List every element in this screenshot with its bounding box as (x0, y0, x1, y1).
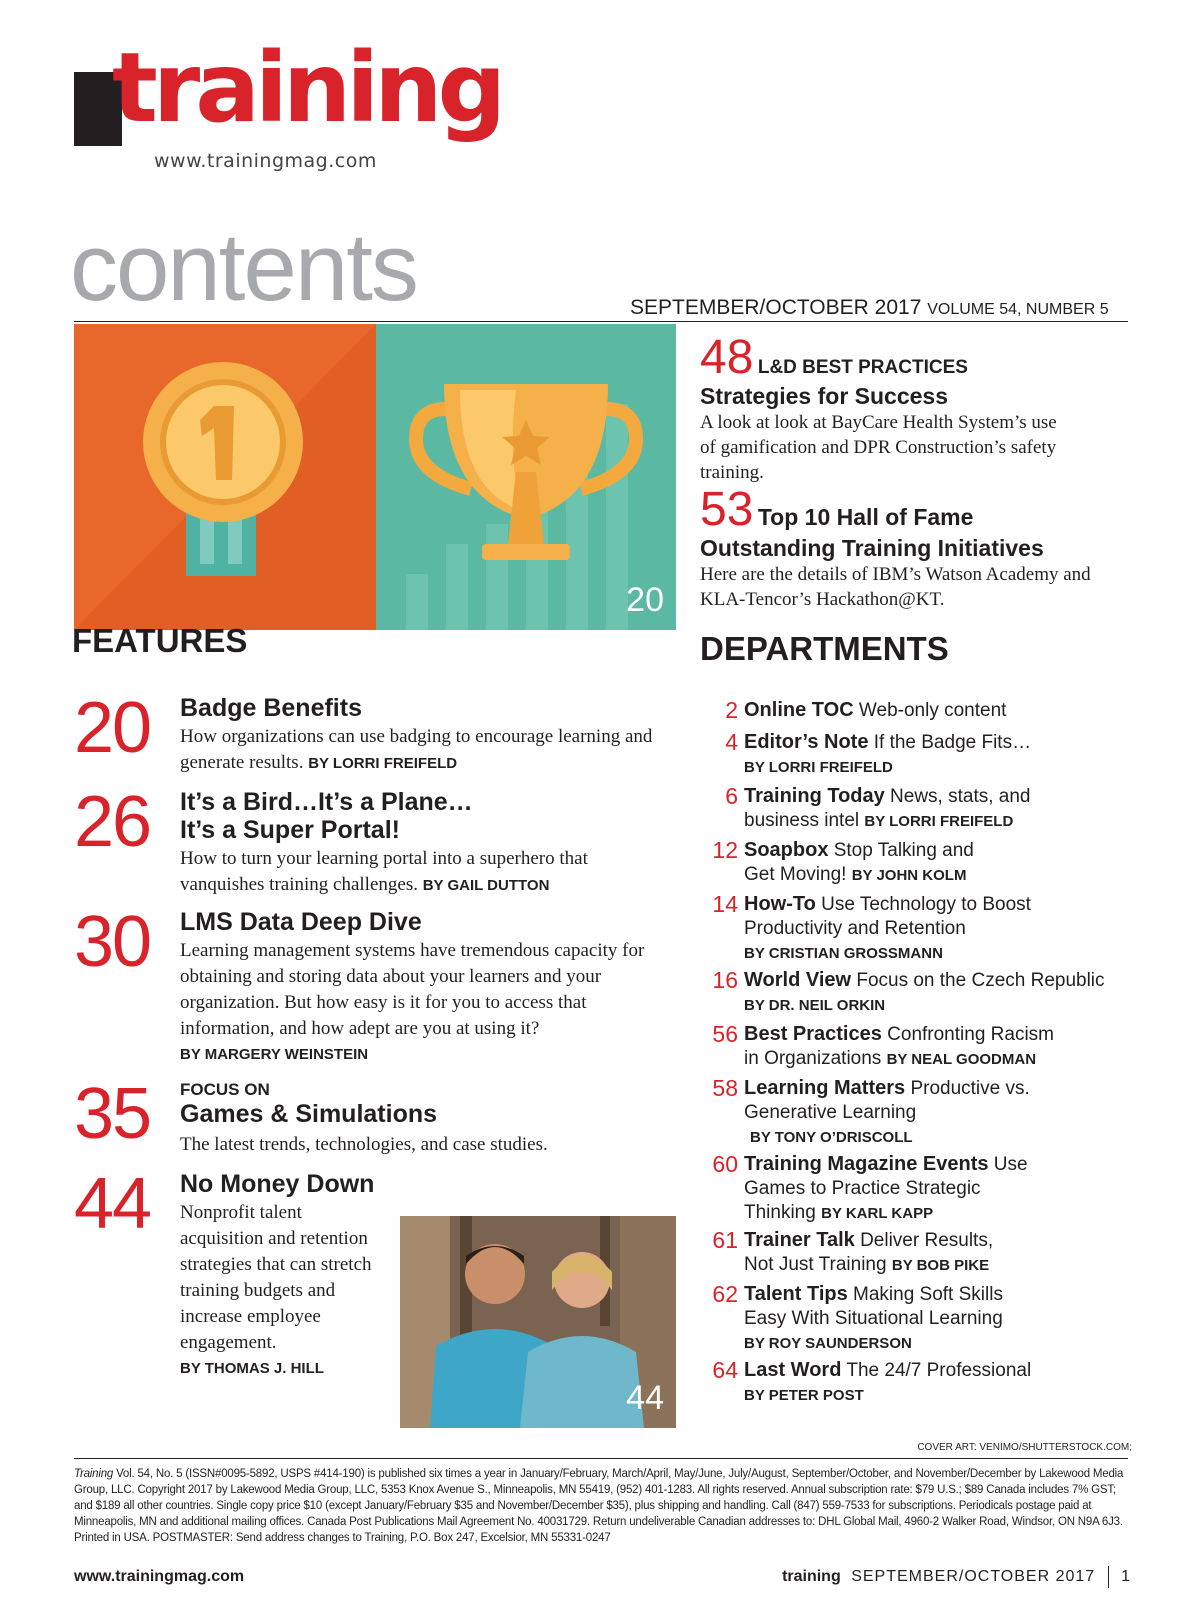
footer-date: SEPTEMBER/OCTOBER 2017 (851, 1568, 1096, 1586)
department-name: Trainer Talk (744, 1229, 855, 1251)
department-page-number: 58 (712, 1075, 738, 1101)
department-desc: Stop Talking and Get Moving! (744, 840, 974, 885)
department-page-number: 56 (712, 1021, 738, 1047)
department-desc: Web-only content (858, 700, 1007, 721)
department-byline: BY DR. NEIL ORKIN (744, 997, 886, 1014)
publication-fine-print (74, 1466, 1128, 1546)
footer-folio (782, 1566, 1130, 1588)
feature-title: Badge Benefits (180, 694, 362, 722)
department-name: Best Practices (744, 1023, 882, 1045)
department-page-number: 62 (712, 1281, 738, 1307)
feature-title: Games & Simulations (180, 1100, 438, 1128)
feature-desc: Here are the details of IBM’s Watson Academy and KLA-Tencor’s Hackathon@KT. (700, 564, 1091, 610)
feature-byline: BY MARGERY WEINSTEIN (180, 1046, 369, 1063)
feature-title-line1: It’s a Bird…It’s a Plane… (180, 788, 473, 816)
department-byline: BY NEAL GOODMAN (886, 1051, 1037, 1068)
department-name: Learning Matters (744, 1077, 906, 1099)
department-name: World View (744, 969, 852, 991)
photo-page-number: 44 (626, 1379, 664, 1417)
feature-desc: The latest trends, technologies, and case studies. (180, 1134, 548, 1155)
department-name: How-To (744, 893, 816, 915)
feature-byline: BY GAIL DUTTON (422, 877, 550, 894)
department-byline: BY ROY SAUNDERSON (744, 1335, 912, 1352)
feature-desc: How to turn your learning portal into a superhero that vanquishes training challenges. BY GAIL DUTTON (180, 848, 588, 895)
feature-page-number: 48 (700, 331, 754, 384)
feature-item[interactable] (180, 694, 670, 777)
department-byline: BY PETER POST (744, 1387, 864, 1404)
department-desc: Making Soft Skills Easy With Situational Learning (744, 1284, 1003, 1329)
feature-item[interactable] (180, 1080, 670, 1158)
department-desc: Productive vs. Generative Learning (744, 1078, 1030, 1123)
feature-title: Outstanding Training Initiatives (700, 535, 1044, 561)
feature-item[interactable] (180, 788, 670, 899)
feature-desc: Learning management systems have tremendous capacity for obtaining and storing data about your learners and your organization. But how easy is it for you to access that information, and how adept are you at using it? (180, 940, 645, 1039)
feature-page-number: 20 (74, 688, 151, 768)
department-byline: BY KARL KAPP (821, 1205, 934, 1222)
department-byline: BY LORRI FREIFELD (864, 813, 1014, 830)
feature-item[interactable] (180, 908, 670, 1063)
feature-kicker: L&D BEST PRACTICES (757, 357, 968, 378)
department-name: Online TOC (744, 699, 854, 721)
department-desc: Confronting Racism in Organizations (744, 1024, 1054, 1069)
department-name: Editor’s Note (744, 731, 869, 753)
feature-page-number: 53 (700, 483, 754, 536)
feature-desc: Nonprofit talent acquisition and retention strategies that can stretch training budgets and increase employee engagement. (180, 1202, 372, 1353)
feature-page-number: 44 (74, 1164, 151, 1244)
issue-volume: VOLUME 54, NUMBER 5 (927, 301, 1109, 318)
feature-byline: BY THOMAS J. HILL (180, 1360, 324, 1377)
feature-title-line2: It’s a Super Portal! (180, 816, 400, 844)
department-page-number: 64 (712, 1357, 738, 1383)
department-page-number: 2 (725, 697, 738, 723)
department-desc: Use Games to Practice Strategic Thinking (744, 1154, 1028, 1223)
feature-page-number: 30 (74, 902, 151, 982)
feature-desc: A look at look at BayCare Health System’s use of gamification and DPR Construction’s safety training. (700, 412, 1057, 483)
feature-page-number: 26 (74, 782, 151, 862)
feature-kicker: FOCUS ON (180, 1080, 270, 1099)
issue-date: SEPTEMBER/OCTOBER 2017 (630, 296, 922, 319)
department-name: Soapbox (744, 839, 829, 861)
feature-title: Strategies for Success (700, 383, 949, 409)
logo-wordmark: training (112, 32, 502, 144)
department-page-number: 16 (712, 967, 738, 993)
feature-title: No Money Down (180, 1170, 375, 1198)
cover-credit: COVER ART: VENIMO/SHUTTERSTOCK.COM; (917, 1442, 1132, 1453)
feature-byline: BY LORRI FREIFELD (308, 755, 458, 772)
department-name: Talent Tips (744, 1283, 848, 1305)
footer-brand: training (782, 1568, 841, 1586)
department-page-number: 14 (712, 891, 738, 917)
department-name: Training Today (744, 785, 885, 807)
feature-item[interactable] (180, 1170, 380, 1377)
right-feature-item[interactable] (700, 331, 1140, 485)
logo-url[interactable]: www.trainingmag.com (154, 150, 377, 172)
feature-title: LMS Data Deep Dive (180, 908, 422, 936)
department-page-number: 60 (712, 1151, 738, 1177)
medal-icon (74, 324, 376, 630)
footer-url[interactable]: www.trainingmag.com (74, 1568, 245, 1585)
department-byline: BY CRISTIAN GROSSMANN (744, 945, 943, 962)
footer-separator (1108, 1566, 1109, 1588)
features-heading: FEATURES (72, 622, 248, 659)
right-feature-item[interactable] (700, 483, 1140, 612)
department-name: Training Magazine Events (744, 1153, 989, 1175)
department-page-number: 6 (725, 783, 738, 809)
cover-art-trophy (376, 324, 676, 630)
page-title: contents (70, 214, 417, 321)
feature-desc: How organizations can use badging to encourage learning and generate results. BY LORRI FREIFELD (180, 726, 653, 773)
volunteers-photo (400, 1216, 676, 1428)
cover-page-number: 20 (626, 581, 664, 619)
departments-heading: DEPARTMENTS (700, 630, 949, 667)
department-byline: BY JOHN KOLM (851, 867, 967, 884)
publication-statement: Vol. 54, No. 5 (ISSN#0095-5892, USPS #414-190) is published six times a year in January/February, March/April, May/June, July/August, September/October, and November/December by Lakewood Media Group, LLC. Copyright 2017 by Lakewood Media Group, LLC, 5353 Knox Avenue S., Minneapolis, MN 55419, (952) 401-1283. All rights reserved. Annual subscription rate: $79 U.S.; $89 Canada includes 7% GST; and $189 all other countries. Single copy price $10 (except January/February $35 and November/December $35), plus shipping and handling. Call (847) 559-7533 for subscriptions. Periodicals postage paid at Minneapolis, MN and additional mailing offices. Canada Post Publications Mail Agreement No. 40031729. Return undeliverable Canadian addresses to: DHL Global Mail, 4960-2 Walker Road, Windsor, ON N9A 6J3. Printed in USA. POSTMASTER: Send address changes to Training, P.O. Box 247, Excelsior, MN 55331-0247 (74, 1468, 1124, 1544)
department-desc: If the Badge Fits… (873, 732, 1032, 753)
bottom-rule (74, 1458, 1128, 1459)
department-page-number: 4 (725, 729, 738, 755)
department-desc: Deliver Results, Not Just Training (744, 1230, 994, 1275)
footer-page-number: 1 (1121, 1568, 1130, 1586)
top-rule (74, 321, 1128, 322)
department-desc: News, stats, and business intel (744, 786, 1031, 831)
department-desc: Focus on the Czech Republic (856, 970, 1105, 991)
department-page-number: 12 (712, 837, 738, 863)
department-byline: BY BOB PIKE (891, 1257, 990, 1274)
feature-page-number: 35 (74, 1074, 151, 1154)
department-desc: Use Technology to Boost Productivity and Retention (744, 894, 1031, 939)
department-page-number: 61 (712, 1227, 738, 1253)
department-name: Last Word (744, 1359, 842, 1381)
issue-line (630, 296, 1109, 320)
department-byline: BY LORRI FREIFELD (744, 759, 893, 776)
department-desc: The 24/7 Professional (846, 1360, 1032, 1381)
feature-kicker: Top 10 Hall of Fame (757, 504, 974, 530)
cover-art-medal (74, 324, 376, 630)
department-byline: BY TONY O’DRISCOLL (750, 1129, 913, 1146)
publication-name: Training (74, 1468, 114, 1480)
